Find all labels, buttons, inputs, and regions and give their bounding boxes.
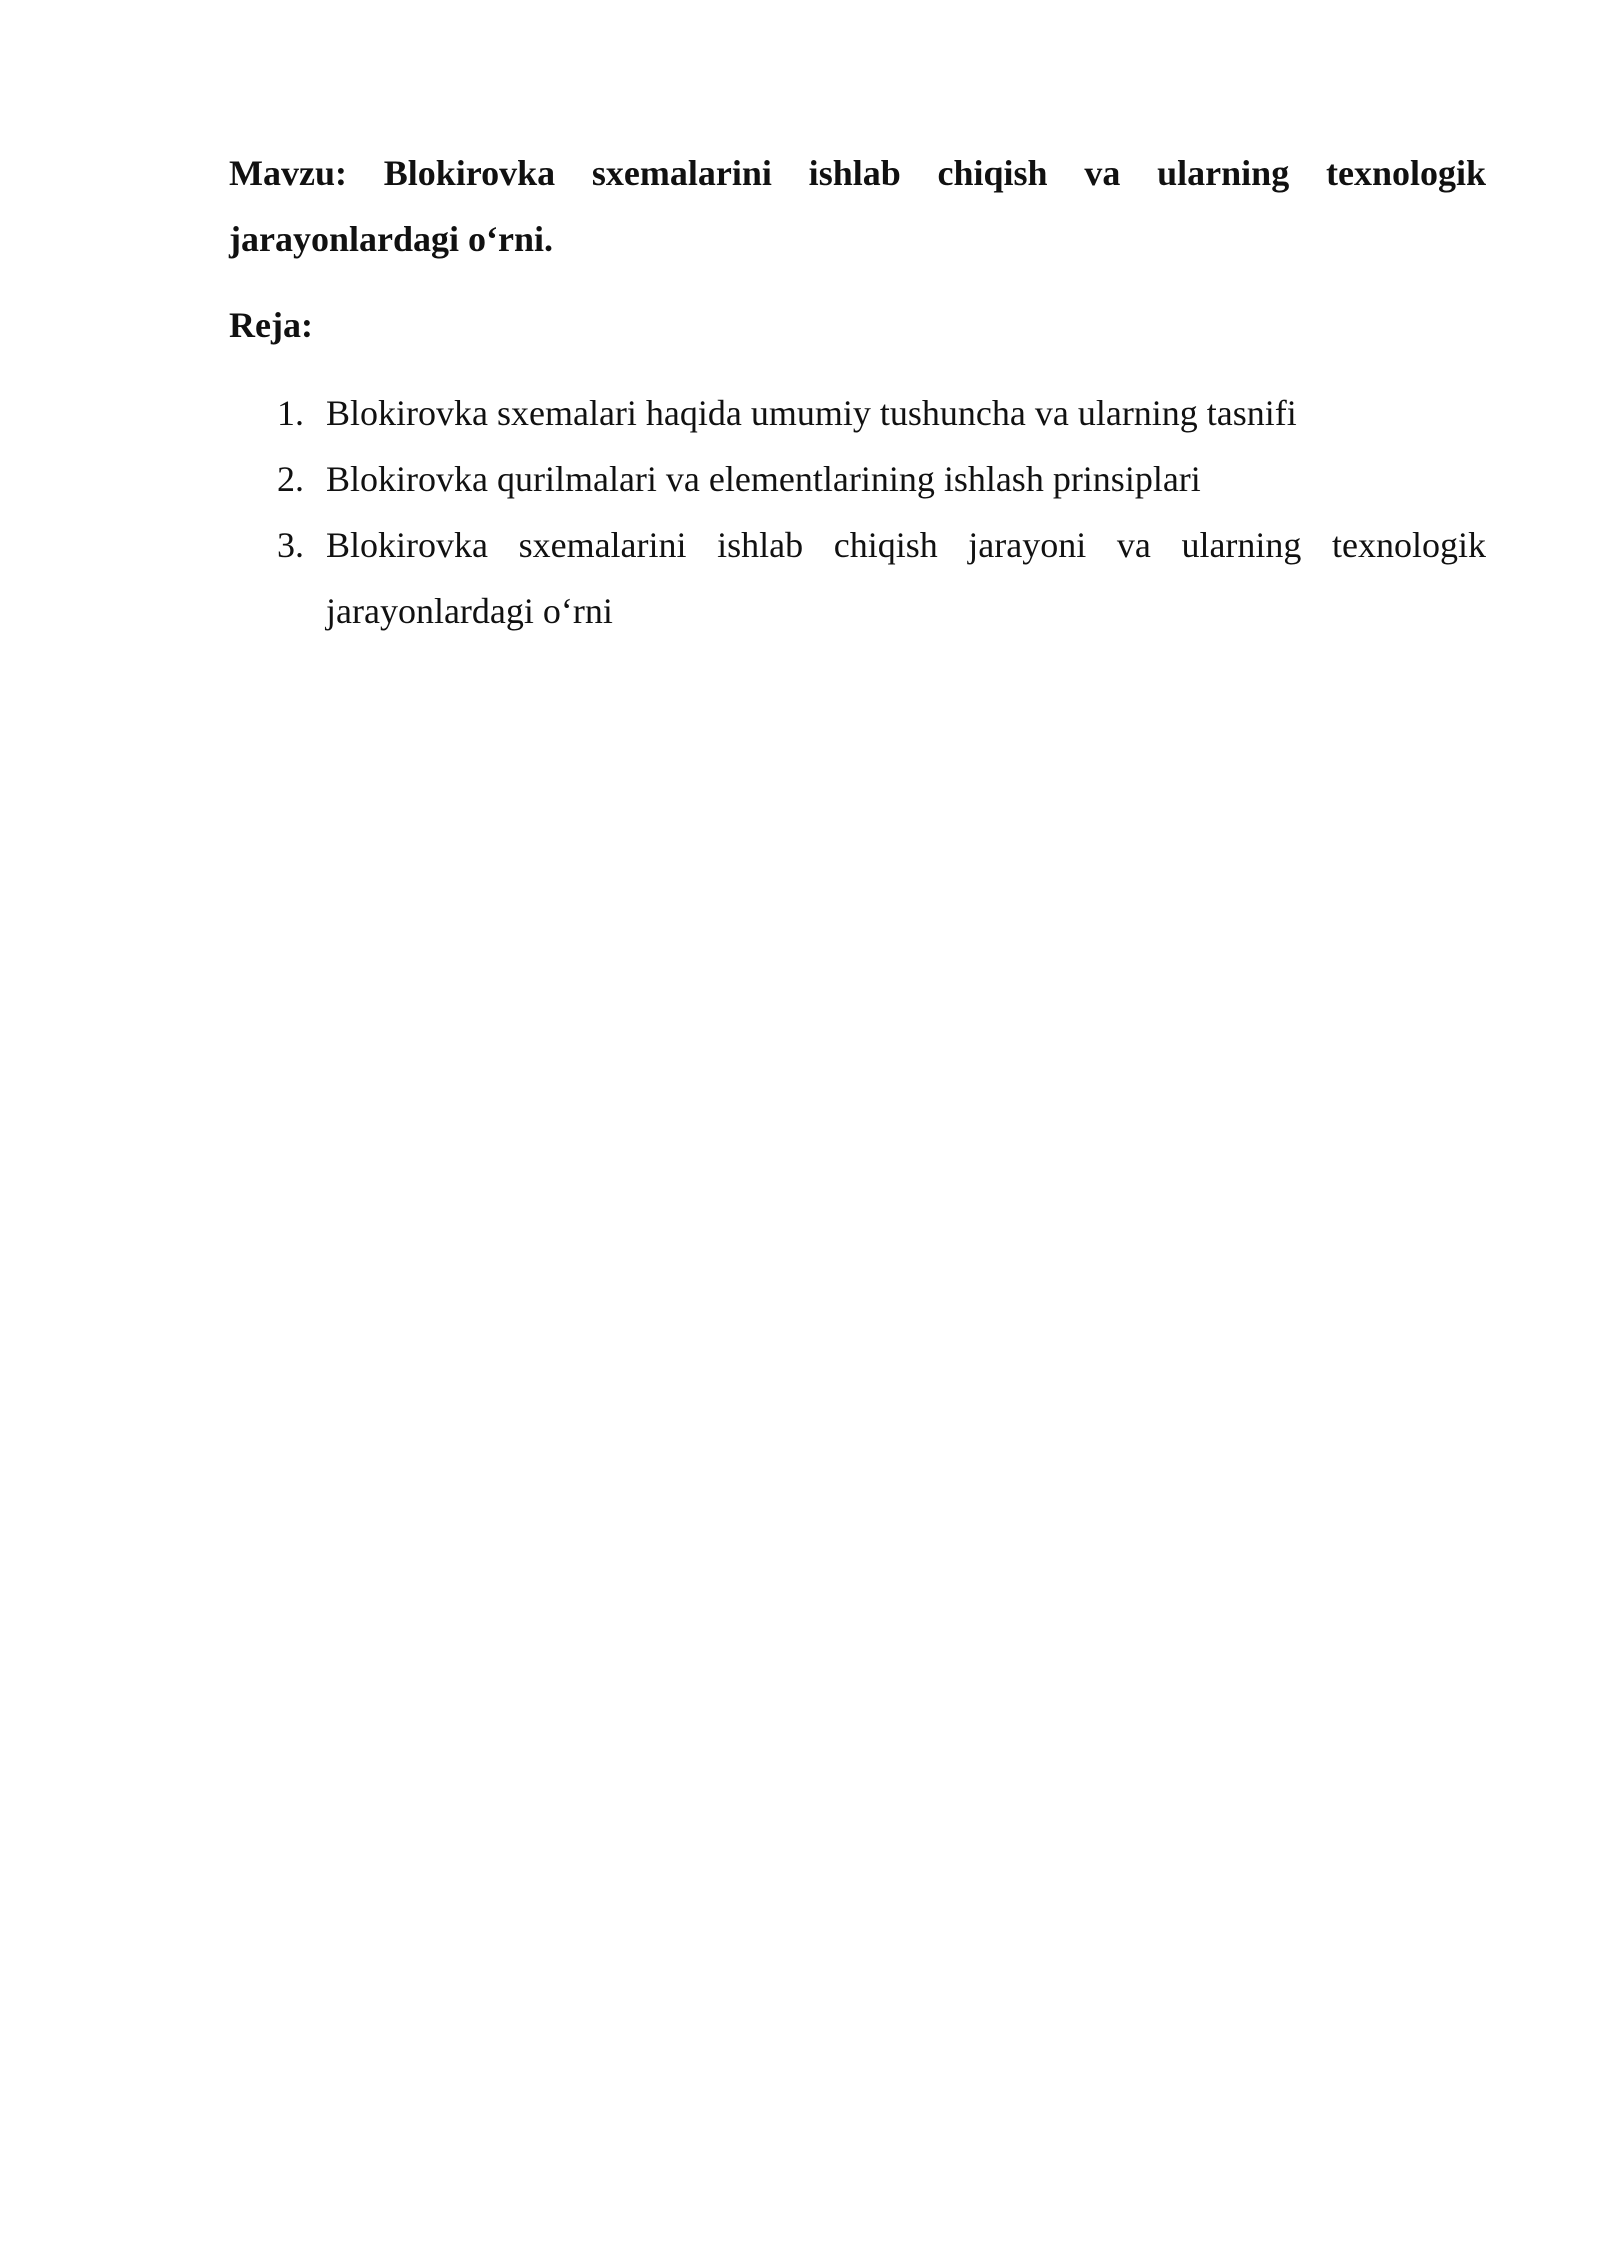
plan-item-number: 1. (277, 393, 304, 433)
plan-item-text: Blokirovka qurilmalari va elementlarining ishlash prinsiplari (326, 459, 1201, 499)
document-title: Mavzu: Blokirovka sxemalarini ishlab chiqish va ularning texnologik jarayonlardagi o‘rni. (229, 153, 1486, 259)
plan-item-text: Blokirovka sxemalarini ishlab chiqish jarayoni va ularning texnologik jarayonlardagi o‘rni (326, 525, 1486, 631)
plan-item-number: 2. (277, 459, 304, 499)
plan-item-number: 3. (277, 525, 304, 565)
plan-item-2 (229, 446, 1486, 512)
plan-item-text: Blokirovka sxemalari haqida umumiy tushuncha va ularning tasnifi (326, 393, 1297, 433)
plan-heading: Reja: (229, 305, 313, 345)
plan-item-1 (229, 380, 1486, 446)
document-body (229, 140, 1486, 644)
plan-list (229, 380, 1486, 644)
plan-item-3 (229, 512, 1486, 644)
